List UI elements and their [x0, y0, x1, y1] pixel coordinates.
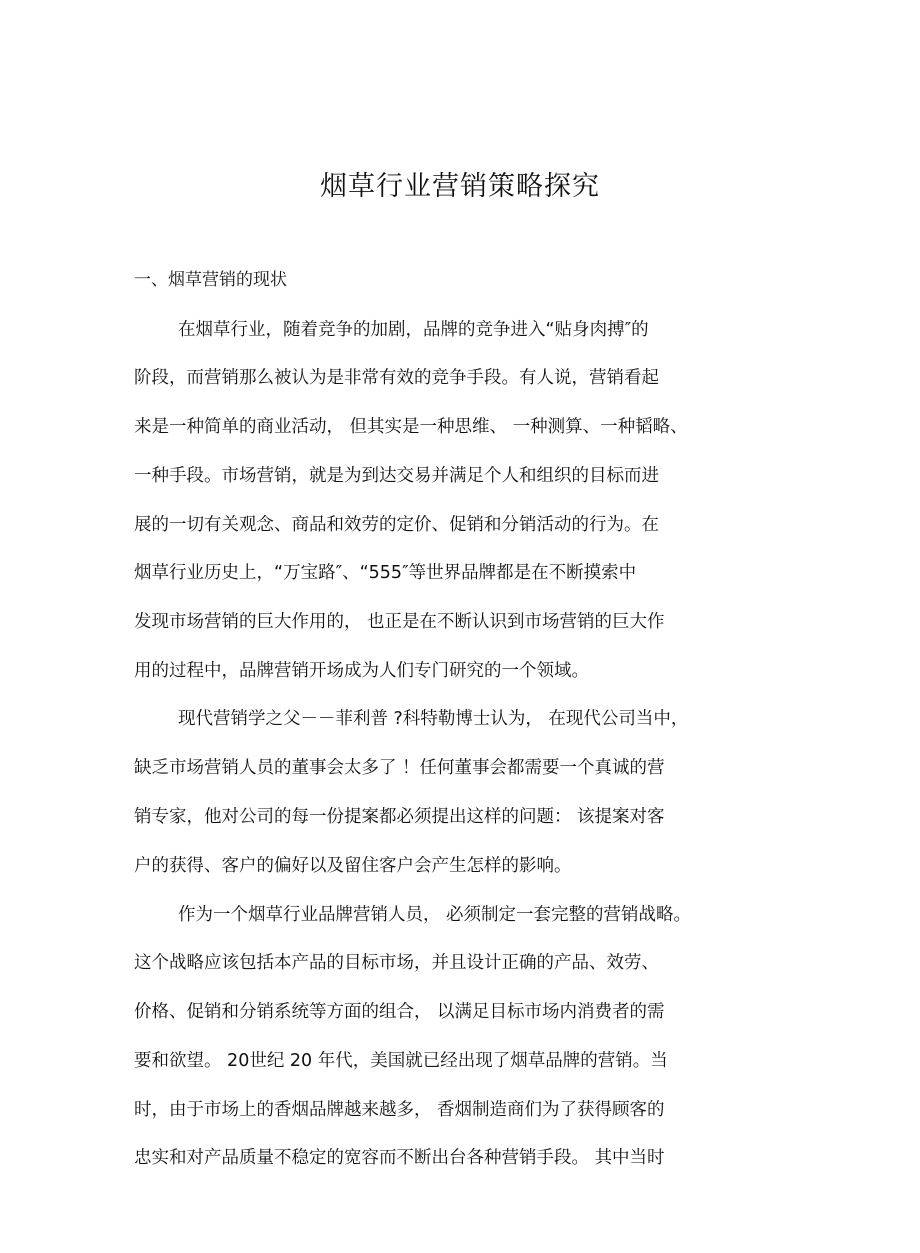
body-line: 作为一个烟草行业品牌营销人员， 必须制定一套完整的营销战略。: [178, 905, 692, 925]
body-line: 这个战略应该包括本产品的目标市场，并且设计正确的产品、效劳、: [134, 953, 659, 973]
body-line: 要和欲望。 20世纪 20 年代，美国就已经出现了烟草品牌的营销。当: [134, 1051, 668, 1071]
body-line: 时，由于市场上的香烟品牌越来越多， 香烟制造商们为了获得顾客的: [134, 1100, 665, 1120]
body-line: 阶段，而营销那么被认为是非常有效的竞争手段。有人说，营销看起: [134, 368, 659, 388]
body-line: 展的一切有关观念、商品和效劳的定价、促销和分销活动的行为。在: [134, 515, 659, 535]
body-line: 户的获得、客户的偏好以及留住客户会产生怎样的影响。: [134, 856, 572, 876]
body-line: 销专家，他对公司的每一份提案都必须提出这样的问题： 该提案对客: [134, 807, 665, 827]
body-line: 烟草行业历史上，“万宝路″、“555″等世界品牌都是在不断摸索中: [134, 563, 637, 583]
body-line: 价格、促销和分销系统等方面的组合， 以满足目标市场内消费者的需: [134, 1002, 665, 1022]
section-heading: 一、烟草营销的现状: [134, 270, 287, 290]
body-line: 一种手段。市场营销，就是为到达交易并满足个人和组织的目标而进: [134, 466, 659, 486]
body-line: 现代营销学之父－－菲利普 ?科特勒博士认为， 在现代公司当中，: [178, 709, 689, 729]
body-line: 来是一种简单的商业活动， 但其实是一种思维、 一种测算、一种韬略、: [134, 417, 688, 437]
body-line: 发现市场营销的巨大作用的， 也正是在不断认识到市场营销的巨大作: [134, 612, 665, 632]
body-line: 在烟草行业，随着竞争的加剧，品牌的竞争进入“贴身肉搏″的: [178, 320, 649, 340]
body-line: 忠实和对产品质量不稳定的宽容而不断出台各种营销手段。 其中当时: [134, 1148, 665, 1168]
body-line: 缺乏市场营销人员的董事会太多了 ！任何董事会都需要一个真诚的营: [134, 758, 665, 778]
body-line: 用的过程中，品牌营销开场成为人们专门研究的一个领域。: [134, 661, 589, 681]
document-title: 烟草行业营销策略探究: [320, 171, 600, 202]
